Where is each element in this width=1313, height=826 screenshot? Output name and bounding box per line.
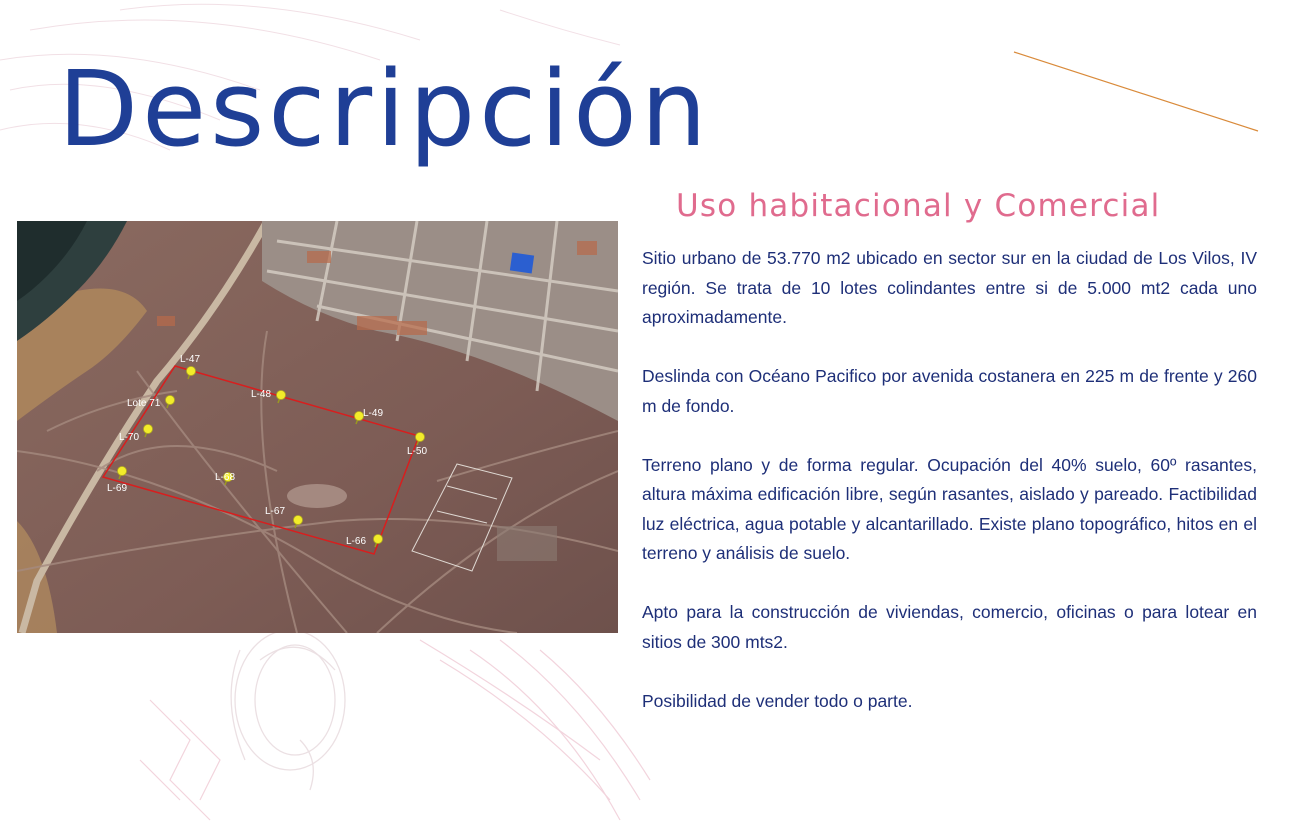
lot-label: L-49	[363, 408, 384, 419]
description-text	[642, 244, 1257, 746]
lot-label: L-48	[251, 389, 272, 400]
paragraph-location: Sitio urbano de 53.770 m2 ubicado en sector sur en la ciudad de Los Vilos, IV región. Se trata de 10 lotes colindantes entre si de 5.000 mt2 cada uno aproximadamente.	[642, 248, 1257, 327]
lot-label: L-47	[180, 354, 201, 365]
page-subtitle: Uso habitacional y Comercial	[676, 188, 1161, 224]
lot-label: L-66	[346, 536, 367, 547]
lot-label: L-70	[119, 432, 140, 443]
lot-label: L-68	[215, 472, 236, 483]
lot-label: L-69	[107, 483, 128, 494]
paragraph-boundaries: Deslinda con Océano Pacifico por avenida costanera en 225 m de frente y 260 m de fondo.	[642, 366, 1257, 416]
aerial-map-image	[17, 221, 618, 633]
page-title: Descripción	[58, 48, 711, 170]
paragraph-suitability: Apto para la construcción de viviendas, comercio, oficinas o para lotear en sitios de 300 mts2.	[642, 602, 1257, 652]
paragraph-terrain: Terreno plano y de forma regular. Ocupación del 40% suelo, 60º rasantes, altura máxima edificación libre, según rasantes, aislado y pareado. Factibilidad luz eléctrica, agua potable y alcantarillado. Existe plano topográfico, hitos en el terreno y análisis de suelo.	[642, 454, 1257, 563]
lot-label: L-67	[265, 506, 286, 517]
paragraph-sale-options: Posibilidad de vender todo o parte.	[642, 690, 913, 711]
lot-label: Lote 71	[127, 398, 161, 409]
lot-label: L-50	[407, 446, 428, 457]
accent-line	[1014, 52, 1258, 131]
